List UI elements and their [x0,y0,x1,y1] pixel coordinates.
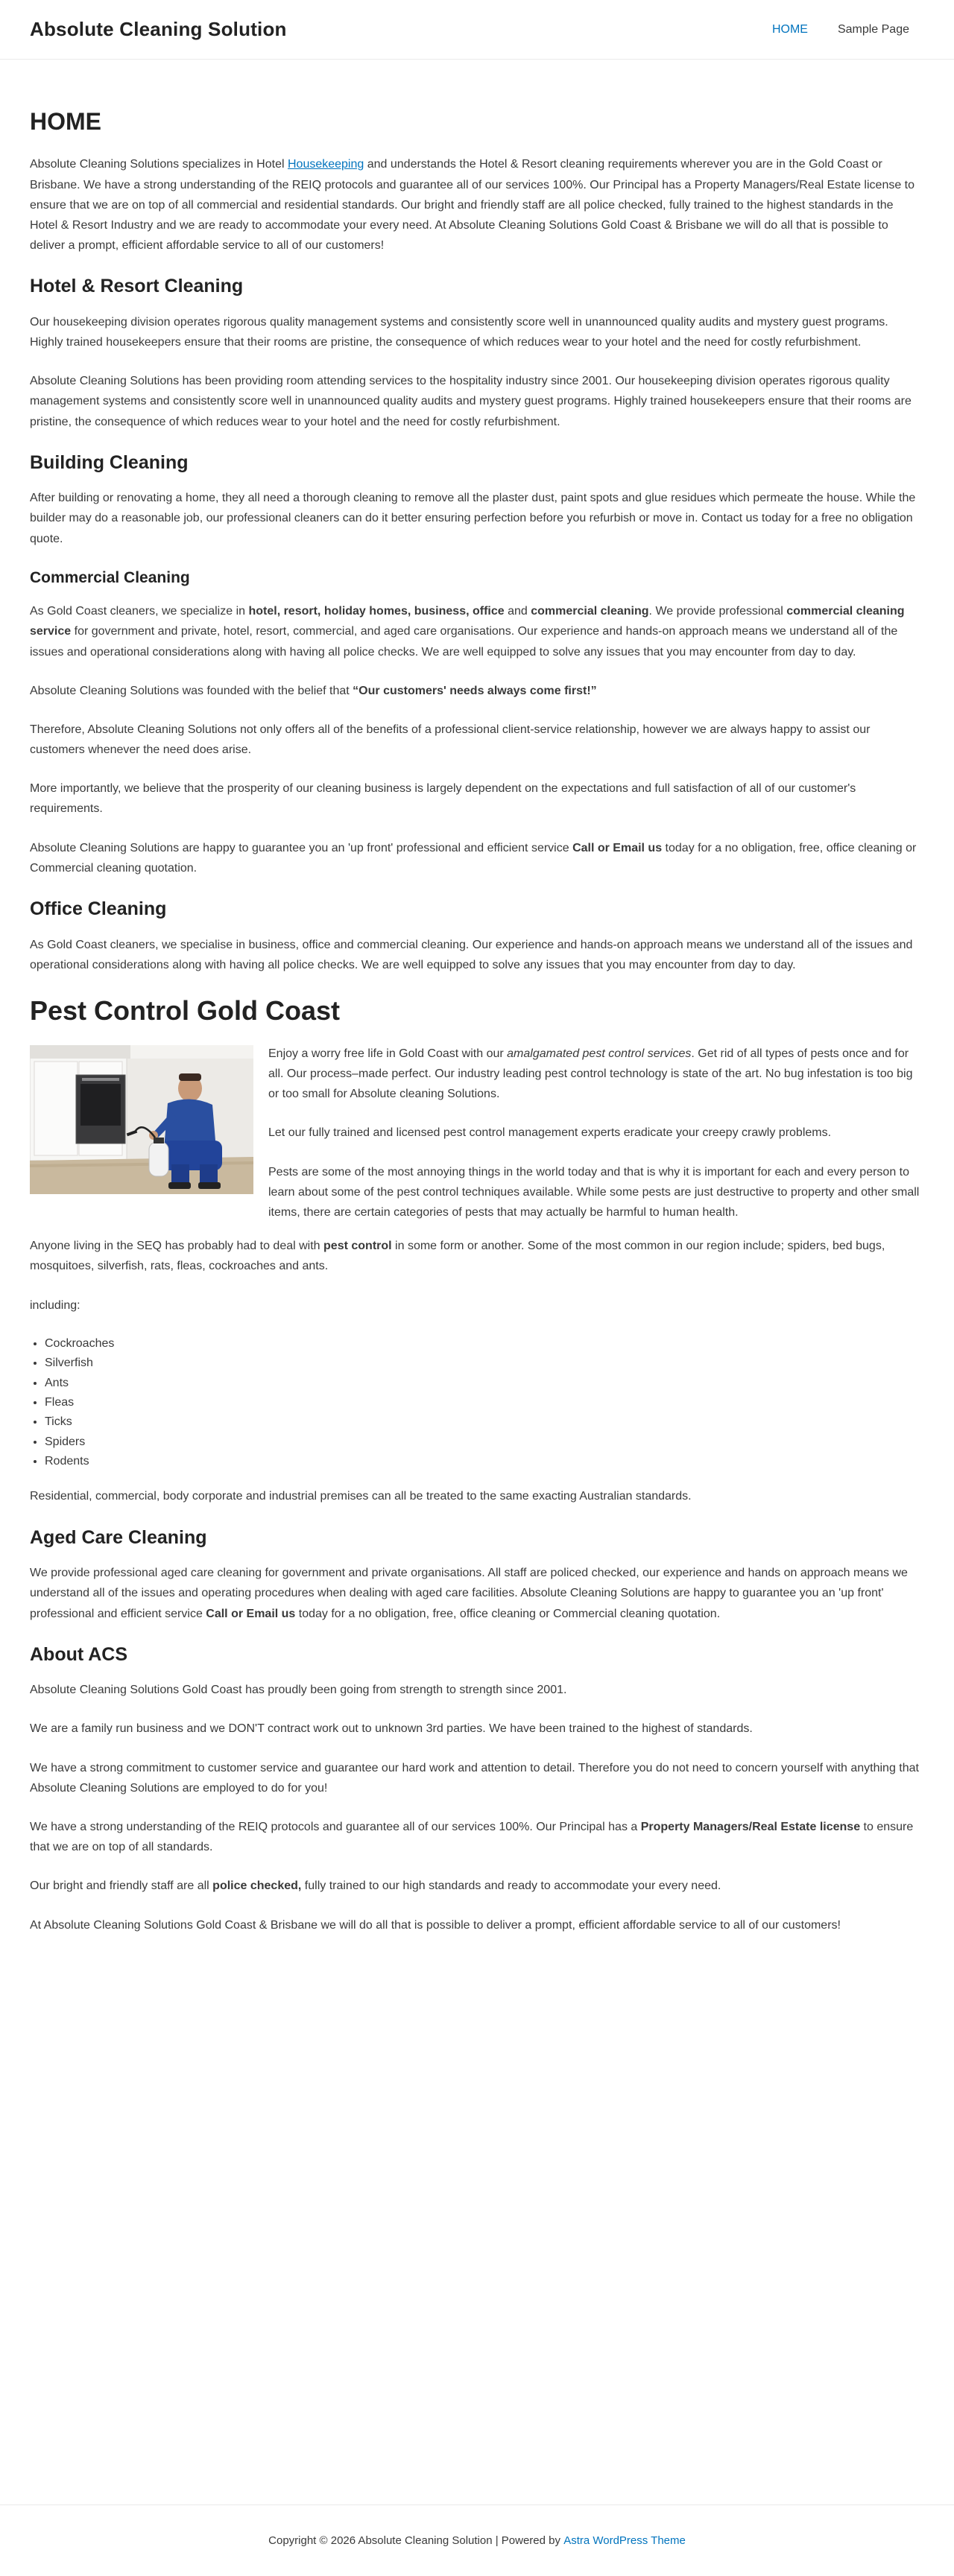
commercial-paragraph-1 [30,601,924,662]
call-or-email-text: Call or Email us [572,841,663,854]
site-footer [0,2504,954,2576]
commercial-text: Absolute Cleaning Solutions was founded with the belief that [30,684,353,697]
pest-paragraph-4 [30,1236,924,1276]
pest-paragraph-2: Let our fully trained and licensed pest control management experts eradicate your creepy crawly problems. [268,1126,832,1140]
hotel-paragraph-1: Our housekeeping division operates rigorous quality management systems and consistently score well in unannounced quality audits and mystery guest programs. Highly trained housekeepers ensure that their rooms are pristine, the consequence of which reduces wear to your hotel and the need for costly refurbishment. [30,315,888,349]
about-paragraph-3: We have a strong commitment to customer service and guarantee our hard work and attention to detail. Therefore you do not need to concern yourself with anything that Absolute Cleaning Solutions are employed to do for you! [30,1761,919,1795]
list-item: • Cockroaches [45,1334,924,1354]
home-intro-paragraph [30,154,924,256]
list-item: • Spiders [45,1433,924,1452]
site-header [0,0,954,60]
pest-including-label: including: [30,1298,80,1312]
list-item: • Fleas [45,1393,924,1412]
about-paragraph-5 [30,1876,924,1896]
main-nav [757,0,924,60]
pest-italic-text: amalgamated pest control services [507,1047,692,1060]
home-intro-text-b: and understands the Hotel & Resort cleaning requirements wherever you are in the Gold Coast or Brisbane. We have a strong understanding of the REIQ protocols and guarantee all of our services 100%. Our Principal has a Property Managers/Real Estate license to ensure that we are on top of all commercial and residential standards. Our bright and friendly staff are all police checked, fully trained to the highest standards in the Hotel & Resort Industry and we are ready to accommodate your every need. At Absolute Cleaning Solutions Gold Coast & Brisbane we will do all that is possible to deliver a prompt, efficient affordable service to all of our customers! [30,158,915,253]
list-item: • Ants [45,1374,924,1393]
aged-care-text: today for a no obligation, free, office cleaning or Commercial cleaning quotation. [295,1607,721,1620]
about-text: We have a strong understanding of the REIQ protocols and guarantee all of our services 100%. Our Principal has a [30,1820,641,1833]
nav-item-home[interactable]: HOME [771,22,808,36]
aged-care-paragraph [30,1563,924,1624]
main-content [0,60,954,1935]
pest-text: . Get rid of all types of pests once and for all. Our process–made perfect. Our industry leading pest control technology is state of the art. No bug infestation is too big or too small for Absolute cleaning Solutions. [268,1047,913,1101]
housekeeping-link[interactable]: Housekeeping [287,158,364,171]
pest-paragraph-1 [268,1044,924,1105]
about-text: to ensure that we are on top of all standards. [30,1820,914,1854]
pest-intro-text [268,1044,924,1236]
site-title-link[interactable]: Absolute Cleaning Solution [30,18,287,40]
pest-intro-block [30,1044,924,1236]
pest-heading: Pest Control Gold Coast [30,994,341,1026]
pest-text: Enjoy a worry free life in Gold Coast with our [268,1047,508,1060]
pest-text: Anyone living in the SEQ has probably had to deal with [30,1240,324,1253]
aged-care-heading: Aged Care Cleaning [30,1526,207,1548]
pest-paragraph-6: Residential, commercial, body corporate and industrial premises can all be treated to the same exacting Australian standards. [30,1490,692,1503]
nav-item-sample-page[interactable]: Sample Page [837,22,909,36]
pest-paragraph-3: Pests are some of the most annoying things in the world today and that is why it is important for each and every person to learn about some of the pest control techniques available. While some pests are just destructive to property and other small items, there are certain categories of pests that may actually be harmful to human health. [268,1165,920,1219]
pest-text: in some form or another. Some of the most common in our region include; spiders, bed bugs, mosquitoes, silverfish, rats, fleas, cockroaches and ants. [30,1240,885,1273]
commercial-text: . We provide professional [648,605,787,618]
commercial-text: As Gold Coast cleaners, we specialize in [30,605,249,618]
page-title: HOME [30,108,101,135]
pest-control-technician-image [30,1045,253,1194]
about-paragraph-1: Absolute Cleaning Solutions Gold Coast has proudly been going from strength to strength since 2001. [30,1684,567,1697]
about-heading: About ACS [30,1643,127,1665]
about-paragraph-6: At Absolute Cleaning Solutions Gold Coast & Brisbane we will do all that is possible to deliver a prompt, efficient affordable service to all of our customers! [30,1918,841,1932]
commercial-bold-text: commercial cleaning [531,605,649,618]
list-item: • Silverfish [45,1354,924,1373]
office-paragraph: As Gold Coast cleaners, we specialise in business, office and commercial cleaning. Our experience and hands-on approach means we understand all of the issues and operational considerations along with having all police checks. We are well equipped to solve any issues that you may encounter from day to day. [30,938,913,971]
commercial-paragraph-4: More importantly, we believe that the prosperity of our cleaning business is largely dependent on the expectations and full satisfaction of all of our customer's requirements. [30,782,856,816]
building-heading: Building Cleaning [30,451,189,473]
pest-list [30,1334,924,1472]
about-text: Our bright and friendly staff are all [30,1879,213,1893]
commercial-heading: Commercial Cleaning [30,568,190,586]
customers-first-quote: “Our customers' needs always come first!” [353,684,597,697]
about-text: fully trained to our high standards and ready to accommodate your every need. [301,1879,721,1893]
commercial-paragraph-5 [30,838,924,878]
commercial-paragraph-2 [30,681,924,701]
building-paragraph: After building or renovating a home, they all need a thorough cleaning to remove all the plaster dust, paint spots and glue residues which permeate the house. While the builder may do a reasonable job, our professional cleaners can do it better ensuring perfection before you refurbish or move in. Contact us today for a free no obligation quote. [30,492,916,545]
commercial-bold-text: hotel, resort, holiday homes, business, office [248,605,505,618]
commercial-paragraph-3: Therefore, Absolute Cleaning Solutions not only offers all of the benefits of a professional client-service relationship, however we are always happy to assist our customers whenever the need does arise. [30,723,871,757]
hotel-heading: Hotel & Resort Cleaning [30,276,244,297]
about-paragraph-4 [30,1817,924,1857]
astra-theme-link[interactable]: Astra WordPress Theme [563,2534,686,2547]
hotel-paragraph-2: Absolute Cleaning Solutions has been providing room attending services to the hospitality industry since 2001. Our housekeeping division operates rigorous quality management systems and consistently score well in unannounced quality audits and mystery guest programs. Highly trained housekeepers ensure that their rooms are pristine, the consequence of which reduces wear to your hotel and the need for costly refurbishment. [30,375,912,428]
commercial-text: today for a no obligation, free, office cleaning or Commercial cleaning quotation. [30,841,917,875]
commercial-text: and [504,605,531,618]
pest-control-bold-text: pest control [323,1240,392,1253]
footer-copyright: Copyright © 2026 Absolute Cleaning Solution | Powered by [268,2534,561,2547]
license-bold-text: Property Managers/Real Estate license [640,1820,861,1833]
office-heading: Office Cleaning [30,898,167,919]
list-item: • Rodents [45,1452,924,1471]
commercial-text: for government and private, hotel, resort, commercial, and aged care organisations. Our experience and hands-on approach means we understand all of the issues and operational considerations along with having all police checks. We are well equipped to solve any issues that you may encounter from day to day. [30,625,898,659]
list-item: • Ticks [45,1412,924,1432]
about-paragraph-2: We are a family run business and we DON'T contract work out to unknown 3rd parties. We have been trained to the highest of standards. [30,1722,753,1736]
home-intro-text-a: Absolute Cleaning Solutions specializes in Hotel [30,158,288,171]
commercial-bold-text: commercial cleaning service [30,605,905,638]
police-checked-bold-text: police checked, [212,1879,302,1893]
call-or-email-text: Call or Email us [206,1607,296,1620]
commercial-text: Absolute Cleaning Solutions are happy to guarantee you an 'up front' professional and efficient service [30,841,573,854]
aged-care-text: We provide professional aged care cleaning for government and private organisations. All staff are policed checked, our experience and hands on approach means we understand all of the issues and operating procedures when dealing with aged care facilities. Absolute Cleaning Solutions are happy to guarantee you an 'up front' professional and efficient service [30,1567,908,1620]
